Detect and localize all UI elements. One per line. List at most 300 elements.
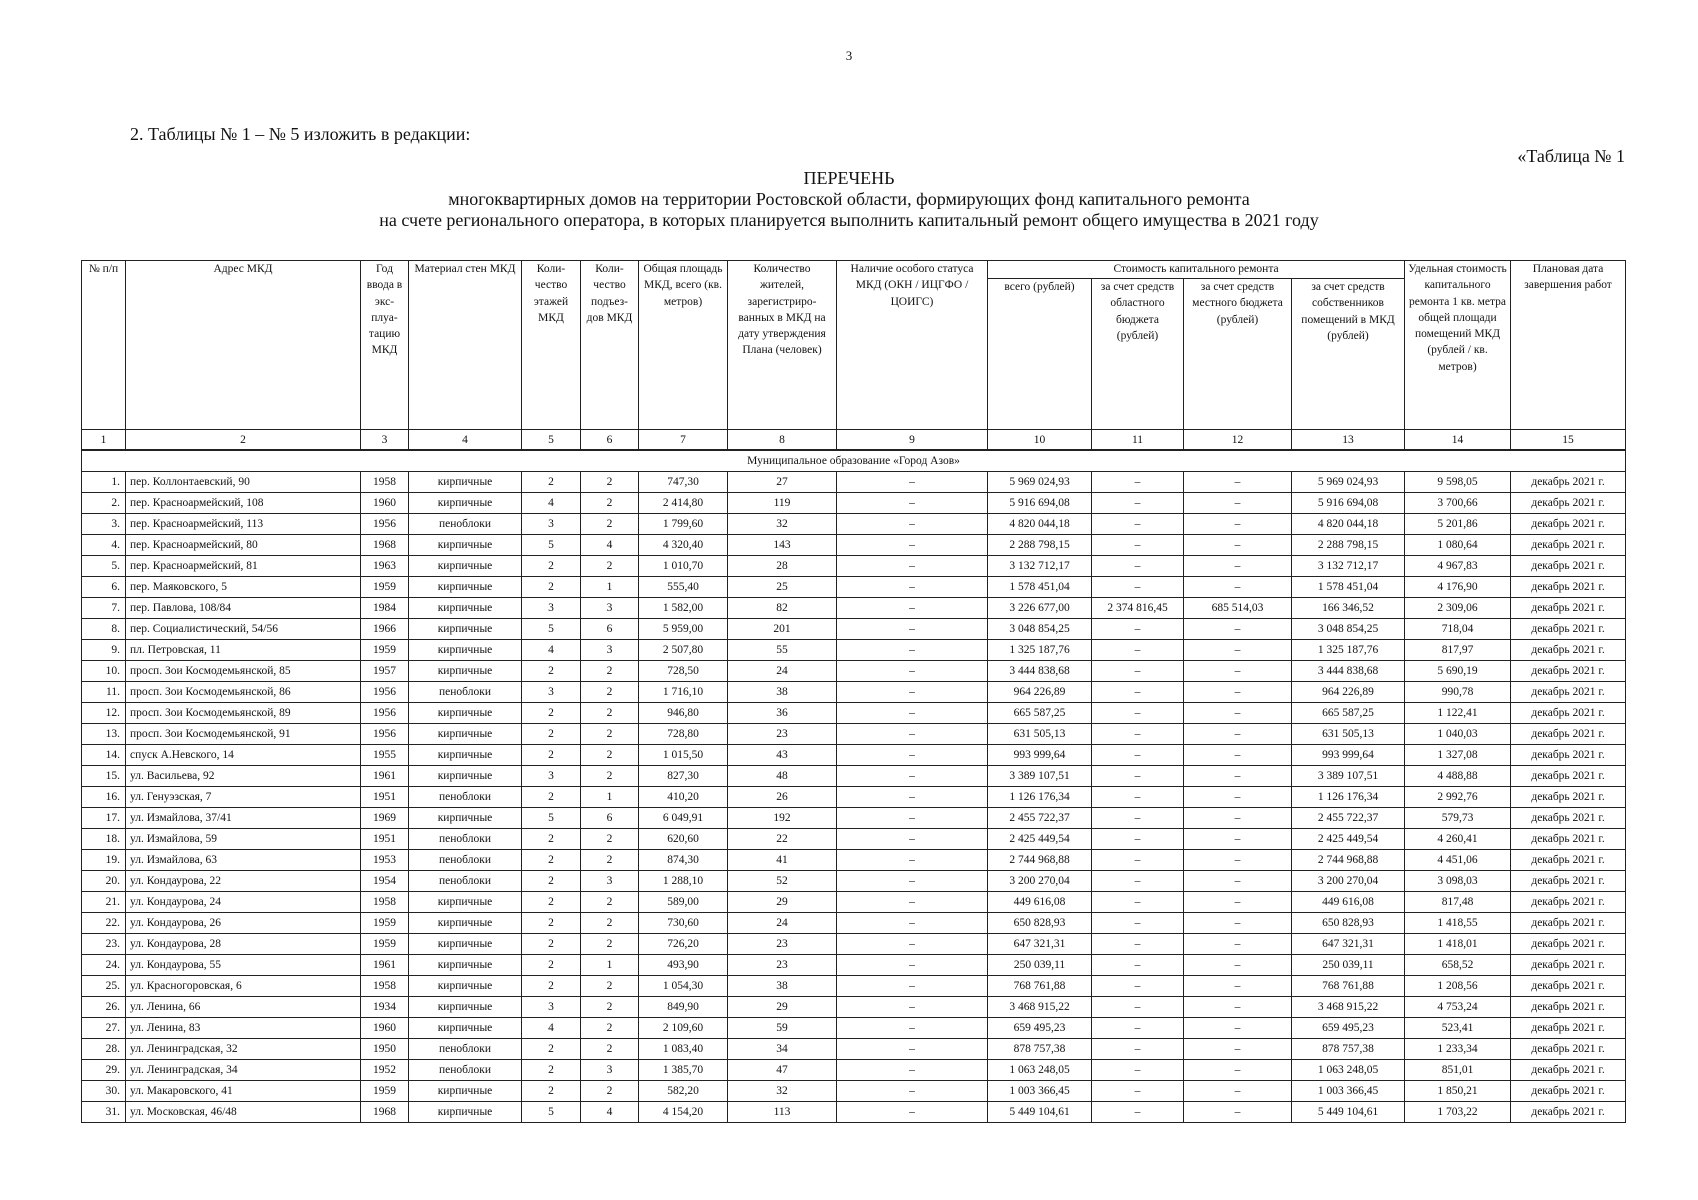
- cell-num: 22.: [82, 913, 126, 934]
- cell-num: 21.: [82, 892, 126, 913]
- cell-floors: 5: [522, 619, 581, 640]
- cell-cost-owners: 1 063 248,05: [1292, 1060, 1405, 1081]
- cell-num: 20.: [82, 871, 126, 892]
- cell-material: кирпичные: [409, 535, 522, 556]
- cell-deadline: декабрь 2021 г.: [1511, 619, 1626, 640]
- cell-deadline: декабрь 2021 г.: [1511, 808, 1626, 829]
- header-floors: Коли-чество этажей МКД: [522, 261, 581, 430]
- cell-deadline: декабрь 2021 г.: [1511, 724, 1626, 745]
- cell-unit-cost: 990,78: [1405, 682, 1511, 703]
- cell-address: ул. Красногоровская, 6: [126, 976, 361, 997]
- cell-residents: 192: [728, 808, 837, 829]
- cell-deadline: декабрь 2021 г.: [1511, 892, 1626, 913]
- cell-address: ул. Кондаурова, 26: [126, 913, 361, 934]
- cell-entrances: 1: [581, 787, 639, 808]
- cell-cost-local: –: [1184, 787, 1292, 808]
- cell-unit-cost: 3 700,66: [1405, 493, 1511, 514]
- cell-address: просп. Зои Космодемьянской, 89: [126, 703, 361, 724]
- cell-cost-local: –: [1184, 556, 1292, 577]
- cell-year: 1951: [361, 829, 409, 850]
- cell-residents: 52: [728, 871, 837, 892]
- cell-cost-owners: 665 587,25: [1292, 703, 1405, 724]
- cell-num: 17.: [82, 808, 126, 829]
- cell-material: кирпичные: [409, 556, 522, 577]
- cell-residents: 22: [728, 829, 837, 850]
- cell-num: 31.: [82, 1102, 126, 1123]
- cell-unit-cost: 851,01: [1405, 1060, 1511, 1081]
- cell-cost-owners: 250 039,11: [1292, 955, 1405, 976]
- cell-floors: 3: [522, 997, 581, 1018]
- header-cost-total: всего (рублей): [988, 279, 1092, 430]
- column-number-cell: 6: [581, 430, 639, 451]
- cell-year: 1951: [361, 787, 409, 808]
- cell-floors: 2: [522, 745, 581, 766]
- cell-status: –: [837, 892, 988, 913]
- cell-area: 730,60: [639, 913, 728, 934]
- cell-residents: 23: [728, 955, 837, 976]
- cell-cost-total: 2 288 798,15: [988, 535, 1092, 556]
- cell-cost-local: –: [1184, 1060, 1292, 1081]
- cell-unit-cost: 2 992,76: [1405, 787, 1511, 808]
- cell-cost-owners: 3 200 270,04: [1292, 871, 1405, 892]
- cell-cost-regional: –: [1092, 1018, 1184, 1039]
- cell-entrances: 2: [581, 514, 639, 535]
- table-row: [82, 1018, 1626, 1039]
- cell-status: –: [837, 955, 988, 976]
- cell-status: –: [837, 871, 988, 892]
- cell-material: кирпичные: [409, 997, 522, 1018]
- cell-cost-owners: 3 444 838,68: [1292, 661, 1405, 682]
- cell-cost-total: 3 200 270,04: [988, 871, 1092, 892]
- cell-year: 1959: [361, 1081, 409, 1102]
- cell-cost-regional: 2 374 816,45: [1092, 598, 1184, 619]
- cell-cost-regional: –: [1092, 913, 1184, 934]
- header-cost-local: за счет средств местного бюджета (рублей): [1184, 279, 1292, 430]
- cell-address: ул. Ленинградская, 32: [126, 1039, 361, 1060]
- cell-entrances: 2: [581, 829, 639, 850]
- cell-unit-cost: 9 598,05: [1405, 472, 1511, 493]
- cell-entrances: 2: [581, 745, 639, 766]
- cell-status: –: [837, 1102, 988, 1123]
- cell-cost-local: 685 514,03: [1184, 598, 1292, 619]
- cell-cost-total: 250 039,11: [988, 955, 1092, 976]
- cell-cost-owners: 5 449 104,61: [1292, 1102, 1405, 1123]
- cell-entrances: 3: [581, 1060, 639, 1081]
- cell-address: просп. Зои Космодемьянской, 85: [126, 661, 361, 682]
- cell-cost-owners: 650 828,93: [1292, 913, 1405, 934]
- cell-floors: 5: [522, 535, 581, 556]
- cell-area: 1 385,70: [639, 1060, 728, 1081]
- houses-table: [81, 260, 1626, 1123]
- cell-year: 1963: [361, 556, 409, 577]
- cell-entrances: 2: [581, 724, 639, 745]
- cell-status: –: [837, 493, 988, 514]
- cell-residents: 25: [728, 577, 837, 598]
- cell-entrances: 2: [581, 850, 639, 871]
- cell-cost-local: –: [1184, 640, 1292, 661]
- cell-area: 747,30: [639, 472, 728, 493]
- table-row: [82, 472, 1626, 493]
- cell-unit-cost: 579,73: [1405, 808, 1511, 829]
- cell-area: 589,00: [639, 892, 728, 913]
- cell-year: 1961: [361, 955, 409, 976]
- cell-floors: 2: [522, 871, 581, 892]
- cell-deadline: декабрь 2021 г.: [1511, 787, 1626, 808]
- cell-year: 1954: [361, 871, 409, 892]
- cell-cost-total: 631 505,13: [988, 724, 1092, 745]
- cell-deadline: декабрь 2021 г.: [1511, 871, 1626, 892]
- cell-deadline: декабрь 2021 г.: [1511, 1039, 1626, 1060]
- cell-unit-cost: 4 176,90: [1405, 577, 1511, 598]
- cell-year: 1966: [361, 619, 409, 640]
- cell-cost-total: 2 455 722,37: [988, 808, 1092, 829]
- table-row: [82, 787, 1626, 808]
- cell-status: –: [837, 808, 988, 829]
- table-row: [82, 535, 1626, 556]
- cell-year: 1969: [361, 808, 409, 829]
- cell-status: –: [837, 997, 988, 1018]
- cell-floors: 2: [522, 934, 581, 955]
- cell-cost-total: 1 003 366,45: [988, 1081, 1092, 1102]
- cell-year: 1955: [361, 745, 409, 766]
- cell-status: –: [837, 766, 988, 787]
- cell-residents: 143: [728, 535, 837, 556]
- cell-floors: 4: [522, 1018, 581, 1039]
- cell-area: 728,50: [639, 661, 728, 682]
- cell-residents: 29: [728, 997, 837, 1018]
- cell-area: 582,20: [639, 1081, 728, 1102]
- cell-material: кирпичные: [409, 577, 522, 598]
- cell-deadline: декабрь 2021 г.: [1511, 661, 1626, 682]
- cell-num: 4.: [82, 535, 126, 556]
- cell-unit-cost: 523,41: [1405, 1018, 1511, 1039]
- cell-unit-cost: 817,48: [1405, 892, 1511, 913]
- cell-entrances: 4: [581, 535, 639, 556]
- table-row: [82, 976, 1626, 997]
- cell-cost-regional: –: [1092, 934, 1184, 955]
- cell-cost-local: –: [1184, 871, 1292, 892]
- cell-cost-owners: 2 744 968,88: [1292, 850, 1405, 871]
- cell-unit-cost: 1 122,41: [1405, 703, 1511, 724]
- cell-material: кирпичные: [409, 745, 522, 766]
- cell-year: 1958: [361, 892, 409, 913]
- cell-entrances: 2: [581, 1081, 639, 1102]
- cell-area: 2 109,60: [639, 1018, 728, 1039]
- cell-cost-total: 3 444 838,68: [988, 661, 1092, 682]
- table-row: [82, 871, 1626, 892]
- table-row: [82, 766, 1626, 787]
- cell-status: –: [837, 598, 988, 619]
- cell-status: –: [837, 640, 988, 661]
- cell-unit-cost: 4 753,24: [1405, 997, 1511, 1018]
- header-unit-cost: Удельная стоимость капитального ремонта 1 кв. метра общей площади помещений МКД (рублей / кв. метров): [1405, 261, 1511, 430]
- cell-entrances: 1: [581, 577, 639, 598]
- cell-material: пеноблоки: [409, 682, 522, 703]
- cell-cost-regional: –: [1092, 997, 1184, 1018]
- cell-deadline: декабрь 2021 г.: [1511, 997, 1626, 1018]
- cell-entrances: 2: [581, 493, 639, 514]
- cell-year: 1960: [361, 1018, 409, 1039]
- cell-residents: 28: [728, 556, 837, 577]
- table-row: [82, 808, 1626, 829]
- cell-cost-local: –: [1184, 829, 1292, 850]
- cell-unit-cost: 4 260,41: [1405, 829, 1511, 850]
- cell-num: 14.: [82, 745, 126, 766]
- cell-address: пер. Красноармейский, 81: [126, 556, 361, 577]
- cell-entrances: 3: [581, 598, 639, 619]
- cell-deadline: декабрь 2021 г.: [1511, 640, 1626, 661]
- table-row: [82, 598, 1626, 619]
- cell-material: кирпичные: [409, 493, 522, 514]
- document-subtitle-line-1: многоквартирных домов на территории Ростовской области, формирующих фонд капитального ремонта: [448, 189, 1250, 209]
- cell-material: пеноблоки: [409, 829, 522, 850]
- cell-address: ул. Васильева, 92: [126, 766, 361, 787]
- cell-material: пеноблоки: [409, 850, 522, 871]
- cell-cost-owners: 3 132 712,17: [1292, 556, 1405, 577]
- cell-cost-local: –: [1184, 955, 1292, 976]
- cell-floors: 2: [522, 955, 581, 976]
- header-cost-group: Стоимость капитального ремонта: [988, 261, 1405, 279]
- cell-num: 1.: [82, 472, 126, 493]
- cell-address: ул. Московская, 46/48: [126, 1102, 361, 1123]
- cell-deadline: декабрь 2021 г.: [1511, 703, 1626, 724]
- cell-material: кирпичные: [409, 1102, 522, 1123]
- header-status: Наличие особого статуса МКД (ОКН / ИЦГФО / ЦОИГС): [837, 261, 988, 430]
- cell-area: 1 010,70: [639, 556, 728, 577]
- cell-residents: 82: [728, 598, 837, 619]
- cell-cost-local: –: [1184, 850, 1292, 871]
- cell-area: 1 799,60: [639, 514, 728, 535]
- cell-area: 4 154,20: [639, 1102, 728, 1123]
- header-address: Адрес МКД: [126, 261, 361, 430]
- cell-address: пл. Петровская, 11: [126, 640, 361, 661]
- cell-address: просп. Зои Космодемьянской, 86: [126, 682, 361, 703]
- cell-status: –: [837, 661, 988, 682]
- cell-deadline: декабрь 2021 г.: [1511, 1018, 1626, 1039]
- cell-deadline: декабрь 2021 г.: [1511, 766, 1626, 787]
- column-number-cell: 4: [409, 430, 522, 451]
- cell-cost-regional: –: [1092, 640, 1184, 661]
- cell-status: –: [837, 682, 988, 703]
- cell-cost-owners: 1 578 451,04: [1292, 577, 1405, 598]
- cell-unit-cost: 4 488,88: [1405, 766, 1511, 787]
- cell-status: –: [837, 1018, 988, 1039]
- cell-cost-owners: 5 969 024,93: [1292, 472, 1405, 493]
- table-row: [82, 1060, 1626, 1081]
- cell-cost-owners: 659 495,23: [1292, 1018, 1405, 1039]
- cell-residents: 32: [728, 514, 837, 535]
- cell-cost-total: 768 761,88: [988, 976, 1092, 997]
- cell-residents: 41: [728, 850, 837, 871]
- cell-cost-owners: 993 999,64: [1292, 745, 1405, 766]
- cell-cost-total: 5 969 024,93: [988, 472, 1092, 493]
- table-row: [82, 955, 1626, 976]
- cell-cost-regional: –: [1092, 871, 1184, 892]
- cell-deadline: декабрь 2021 г.: [1511, 535, 1626, 556]
- cell-area: 6 049,91: [639, 808, 728, 829]
- page-number: 3: [845, 48, 853, 63]
- cell-cost-regional: –: [1092, 724, 1184, 745]
- cell-num: 27.: [82, 1018, 126, 1039]
- cell-cost-local: –: [1184, 1018, 1292, 1039]
- cell-entrances: 3: [581, 640, 639, 661]
- cell-cost-regional: –: [1092, 787, 1184, 808]
- table-row: [82, 724, 1626, 745]
- cell-material: кирпичные: [409, 1081, 522, 1102]
- cell-deadline: декабрь 2021 г.: [1511, 955, 1626, 976]
- cell-cost-total: 659 495,23: [988, 1018, 1092, 1039]
- cell-entrances: 2: [581, 766, 639, 787]
- cell-num: 26.: [82, 997, 126, 1018]
- cell-entrances: 6: [581, 808, 639, 829]
- column-number-cell: 15: [1511, 430, 1626, 451]
- cell-num: 16.: [82, 787, 126, 808]
- cell-deadline: декабрь 2021 г.: [1511, 829, 1626, 850]
- cell-material: кирпичные: [409, 934, 522, 955]
- cell-entrances: 2: [581, 913, 639, 934]
- cell-cost-regional: –: [1092, 661, 1184, 682]
- cell-area: 827,30: [639, 766, 728, 787]
- cell-year: 1959: [361, 913, 409, 934]
- cell-floors: 2: [522, 913, 581, 934]
- cell-cost-total: 5 449 104,61: [988, 1102, 1092, 1123]
- cell-deadline: декабрь 2021 г.: [1511, 682, 1626, 703]
- header-num: № п/п: [82, 261, 126, 430]
- cell-residents: 113: [728, 1102, 837, 1123]
- cell-cost-regional: –: [1092, 1060, 1184, 1081]
- document-title-block: [0, 168, 1698, 231]
- cell-status: –: [837, 619, 988, 640]
- cell-num: 5.: [82, 556, 126, 577]
- cell-area: 1 015,50: [639, 745, 728, 766]
- cell-entrances: 2: [581, 934, 639, 955]
- cell-num: 29.: [82, 1060, 126, 1081]
- column-number-cell: 12: [1184, 430, 1292, 451]
- table-label: «Таблица № 1: [1517, 146, 1625, 166]
- cell-cost-local: –: [1184, 934, 1292, 955]
- cell-entrances: 2: [581, 1039, 639, 1060]
- cell-cost-owners: 1 003 366,45: [1292, 1081, 1405, 1102]
- table-row: [82, 703, 1626, 724]
- cell-unit-cost: 4 451,06: [1405, 850, 1511, 871]
- cell-address: ул. Кондаурова, 55: [126, 955, 361, 976]
- table-row: [82, 661, 1626, 682]
- cell-status: –: [837, 472, 988, 493]
- cell-area: 728,80: [639, 724, 728, 745]
- cell-status: –: [837, 787, 988, 808]
- cell-year: 1956: [361, 514, 409, 535]
- table-row: [82, 934, 1626, 955]
- cell-material: пеноблоки: [409, 1039, 522, 1060]
- cell-cost-owners: 631 505,13: [1292, 724, 1405, 745]
- cell-entrances: 2: [581, 661, 639, 682]
- cell-entrances: 2: [581, 997, 639, 1018]
- cell-area: 1 054,30: [639, 976, 728, 997]
- cell-material: кирпичные: [409, 598, 522, 619]
- cell-address: ул. Ленинградская, 34: [126, 1060, 361, 1081]
- cell-unit-cost: 1 703,22: [1405, 1102, 1511, 1123]
- cell-year: 1950: [361, 1039, 409, 1060]
- cell-deadline: декабрь 2021 г.: [1511, 1081, 1626, 1102]
- cell-area: 1 582,00: [639, 598, 728, 619]
- cell-address: ул. Кондаурова, 22: [126, 871, 361, 892]
- cell-material: кирпичные: [409, 619, 522, 640]
- cell-cost-local: –: [1184, 892, 1292, 913]
- cell-cost-local: –: [1184, 682, 1292, 703]
- cell-cost-owners: 768 761,88: [1292, 976, 1405, 997]
- cell-area: 2 414,80: [639, 493, 728, 514]
- cell-num: 9.: [82, 640, 126, 661]
- cell-num: 11.: [82, 682, 126, 703]
- cell-floors: 5: [522, 1102, 581, 1123]
- cell-cost-total: 3 468 915,22: [988, 997, 1092, 1018]
- column-number-cell: 8: [728, 430, 837, 451]
- cell-status: –: [837, 829, 988, 850]
- cell-year: 1953: [361, 850, 409, 871]
- cell-area: 1 288,10: [639, 871, 728, 892]
- column-number-cell: 3: [361, 430, 409, 451]
- cell-cost-owners: 3 468 915,22: [1292, 997, 1405, 1018]
- cell-deadline: декабрь 2021 г.: [1511, 472, 1626, 493]
- cell-floors: 2: [522, 1081, 581, 1102]
- column-number-cell: 5: [522, 430, 581, 451]
- cell-cost-owners: 964 226,89: [1292, 682, 1405, 703]
- cell-residents: 201: [728, 619, 837, 640]
- cell-cost-total: 878 757,38: [988, 1039, 1092, 1060]
- table-row: [82, 1039, 1626, 1060]
- cell-cost-regional: –: [1092, 955, 1184, 976]
- cell-unit-cost: 4 967,83: [1405, 556, 1511, 577]
- cell-floors: 2: [522, 892, 581, 913]
- cell-entrances: 3: [581, 871, 639, 892]
- intro-text: 2. Таблицы № 1 – № 5 изложить в редакции:: [130, 124, 471, 144]
- cell-num: 13.: [82, 724, 126, 745]
- cell-unit-cost: 5 690,19: [1405, 661, 1511, 682]
- cell-floors: 3: [522, 682, 581, 703]
- cell-unit-cost: 3 098,03: [1405, 871, 1511, 892]
- cell-cost-total: 665 587,25: [988, 703, 1092, 724]
- header-year: Год ввода в экс-плуа-тацию МКД: [361, 261, 409, 430]
- column-numbers-row: [82, 430, 1626, 451]
- cell-cost-owners: 1 126 176,34: [1292, 787, 1405, 808]
- cell-material: кирпичные: [409, 808, 522, 829]
- cell-cost-local: –: [1184, 997, 1292, 1018]
- cell-material: пеноблоки: [409, 787, 522, 808]
- cell-floors: 2: [522, 724, 581, 745]
- cell-floors: 3: [522, 514, 581, 535]
- cell-unit-cost: 1 850,21: [1405, 1081, 1511, 1102]
- cell-cost-local: –: [1184, 913, 1292, 934]
- cell-cost-local: –: [1184, 493, 1292, 514]
- cell-material: кирпичные: [409, 976, 522, 997]
- table-row: [82, 997, 1626, 1018]
- cell-cost-regional: –: [1092, 556, 1184, 577]
- cell-entrances: 4: [581, 1102, 639, 1123]
- cell-cost-total: 993 999,64: [988, 745, 1092, 766]
- cell-cost-local: –: [1184, 1081, 1292, 1102]
- cell-cost-total: 4 820 044,18: [988, 514, 1092, 535]
- cell-entrances: 6: [581, 619, 639, 640]
- cell-residents: 27: [728, 472, 837, 493]
- cell-cost-total: 650 828,93: [988, 913, 1092, 934]
- cell-residents: 38: [728, 682, 837, 703]
- cell-status: –: [837, 556, 988, 577]
- cell-entrances: 2: [581, 682, 639, 703]
- cell-deadline: декабрь 2021 г.: [1511, 913, 1626, 934]
- cell-cost-owners: 449 616,08: [1292, 892, 1405, 913]
- cell-unit-cost: 1 080,64: [1405, 535, 1511, 556]
- cell-status: –: [837, 577, 988, 598]
